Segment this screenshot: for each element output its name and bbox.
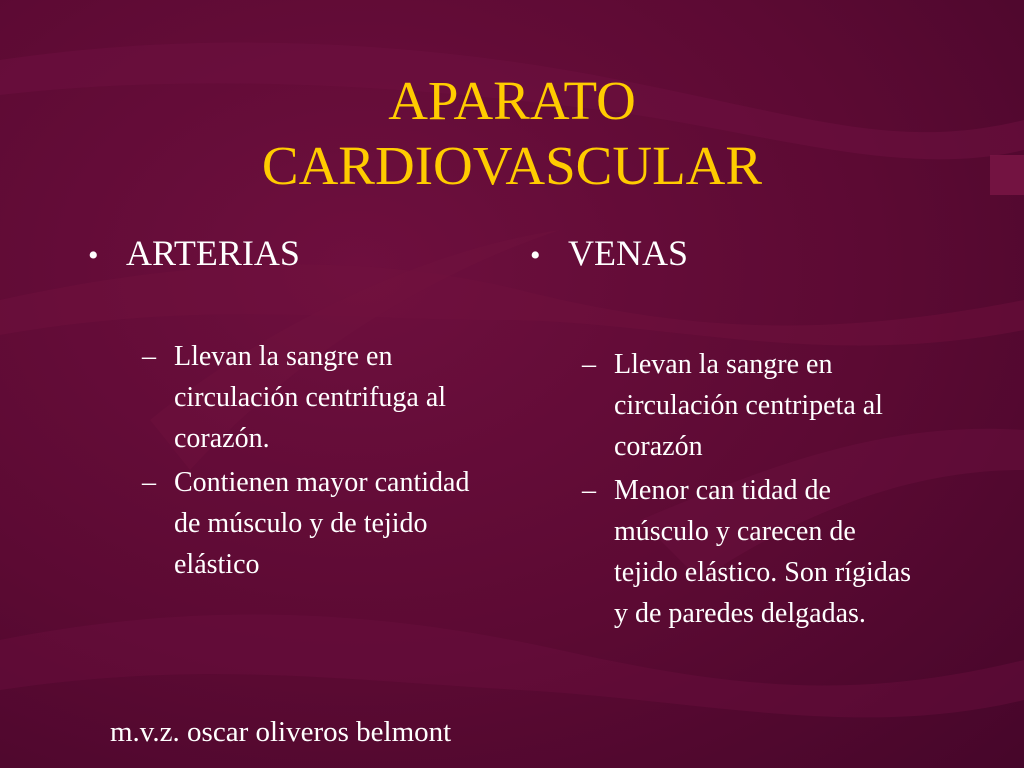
- dash-bullet: –: [582, 475, 596, 506]
- list-item: [142, 336, 512, 459]
- dash-bullet: –: [142, 467, 156, 498]
- bullet-icon: •: [88, 239, 99, 272]
- list-item-text: Menor can tidad de músculo y carecen de tejido elástico. Son rígidas y de paredes delgadas.: [614, 475, 912, 629]
- arterias-column: [88, 230, 508, 580]
- arterias-sublist: [142, 336, 512, 588]
- venas-heading-label: VENAS: [568, 233, 689, 273]
- venas-sublist: [582, 344, 962, 637]
- arterias-heading-label: ARTERIAS: [126, 233, 300, 273]
- bullet-icon: •: [530, 239, 541, 272]
- list-item: [142, 462, 512, 585]
- venas-heading: [530, 230, 950, 279]
- list-item-text: Llevan la sangre en circulación centrifuga al corazón.: [174, 341, 447, 454]
- list-item-text: Llevan la sangre en circulación centripeta al corazón: [614, 349, 883, 462]
- list-item-text: Contienen mayor cantidad de músculo y de tejido elástico: [174, 467, 470, 580]
- slide-title: [0, 68, 1024, 198]
- arterias-heading: [88, 230, 508, 279]
- title-line-1: APARATO: [388, 70, 636, 131]
- venas-column: [530, 230, 950, 629]
- dash-bullet: –: [582, 349, 596, 380]
- dash-bullet: –: [142, 341, 156, 372]
- title-line-2: CARDIOVASCULAR: [261, 135, 763, 196]
- list-item: [582, 470, 962, 634]
- list-item: [582, 344, 962, 467]
- slide-footer-author: m.v.z. oscar oliveros belmont: [110, 716, 452, 748]
